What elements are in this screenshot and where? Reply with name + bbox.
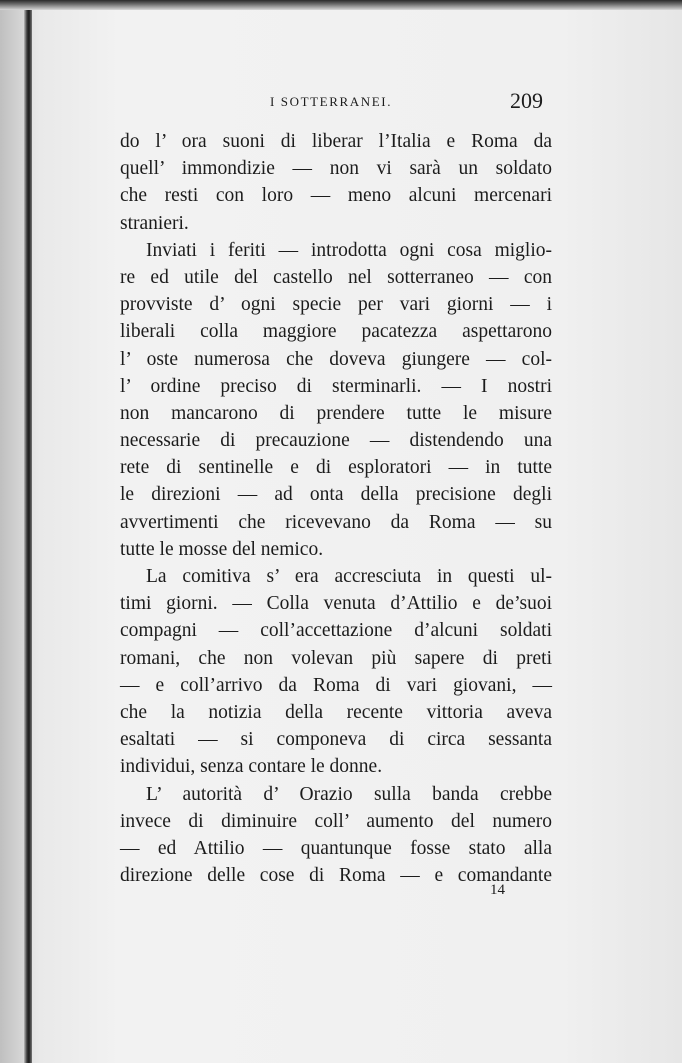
text-line: — e coll’arrivo da Roma di vari giovani, — (120, 674, 552, 696)
text-line: La comitiva s’ era accresciuta in questi ul- (146, 566, 552, 587)
signature-mark: 14 (490, 882, 505, 898)
text-line: necessarie di precauzione — distendendo una (120, 430, 552, 452)
text-line: non mancarono di prendere tutte le misure (120, 402, 552, 424)
text-line: esaltati — si componeva di circa sessanta (120, 729, 552, 751)
text-line: L’ autorità d’ Orazio sulla banda crebbe (146, 783, 552, 805)
text-line: quell’ immondizie — non vi sarà un soldato (120, 158, 552, 180)
text-line: liberali colla maggiore pacatezza aspettarono (120, 321, 552, 343)
book-binding-edge (24, 6, 32, 1063)
page-top-edge (0, 0, 682, 10)
text-line: compagni — coll’accettazione d’alcuni soldati (120, 620, 552, 642)
text-line: l’ ordine preciso di sterminarli. — I nostri (120, 375, 552, 397)
text-line: avvertimenti che ricevevano da Roma — su (120, 511, 552, 533)
text-line: invece di diminuire coll’ aumento del numero (120, 810, 552, 832)
page-gutter-shadow (0, 0, 24, 1063)
text-line: timi giorni. — Colla venuta d’Attilio e de’suoi (120, 593, 552, 615)
text-line: rete di sentinelle e di esploratori — in tutte (120, 457, 552, 479)
text-line: Inviati i feriti — introdotta ogni cosa miglio- (146, 239, 552, 261)
running-head-title: I SOTTERRANEI. (270, 94, 393, 109)
text-line: le direzioni — ad onta della precisione degli (120, 484, 552, 506)
text-line: che la notizia della recente vittoria aveva (120, 701, 552, 723)
text-line: stranieri. (120, 212, 189, 234)
text-line: tutte le mosse del nemico. (120, 538, 324, 560)
text-line: re ed utile del castello nel sotterraneo — con (120, 266, 552, 288)
text-line: — ed Attilio — quantunque fosse stato alla (120, 837, 552, 859)
text-line: l’ oste numerosa che doveva giungere — col- (120, 348, 552, 370)
text-line: romani, che non volevan più sapere di preti (120, 647, 552, 669)
page-number: 209 (510, 88, 543, 113)
text-line: direzione delle cose di Roma — e comandante (120, 865, 552, 887)
text-line: provviste d’ ogni specie per vari giorni — i (120, 294, 552, 316)
text-line: do l’ ora suoni di liberar l’Italia e Roma da (120, 131, 552, 152)
text-line: che resti con loro — meno alcuni mercenari (120, 185, 552, 207)
running-head (120, 88, 545, 118)
body-text (120, 128, 552, 889)
text-line: individui, senza contare le donne. (120, 756, 383, 778)
